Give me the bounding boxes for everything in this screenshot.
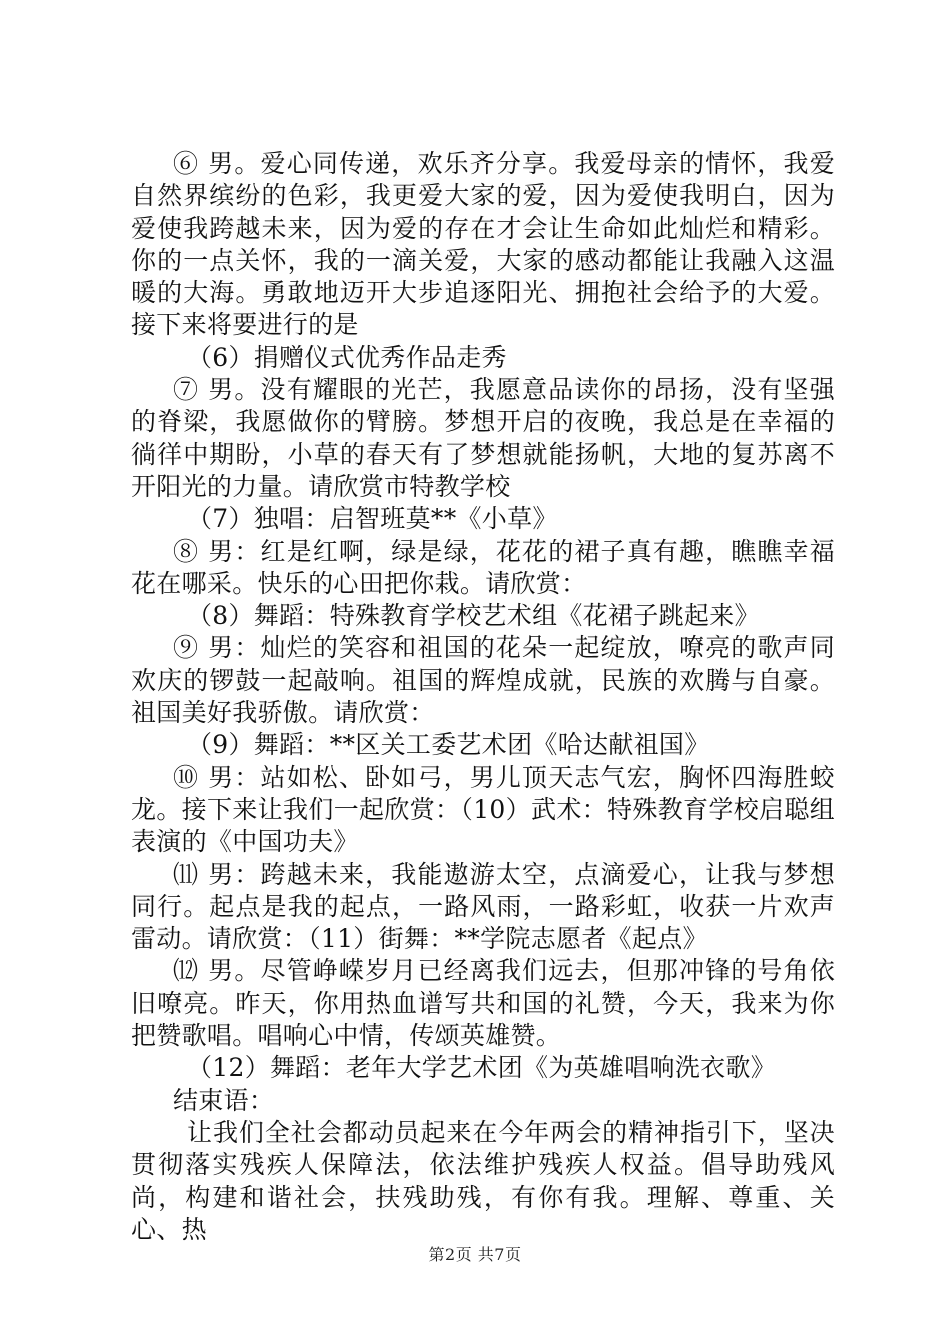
program-item-7: （7）独唱：启智班莫**《小草》 <box>187 504 558 534</box>
paragraph-host-line-9: ⑨ 男：灿烂的笑容和祖国的花朵一起绽放，嘹亮的歌声同欢庆的锣鼓一起敲响。祖国的辉煌成就，民族的欢腾与自豪。祖国美好我骄傲。请欣赏： <box>131 633 835 728</box>
paragraph-host-line-6: ⑥ 男。爱心同传递，欢乐齐分享。我爱母亲的情怀，我爱自然界缤纷的色彩，我更爱大家的爱，因为爱使我明白，因为爱使我跨越未来，因为爱的存在才会让生命如此灿烂和精彩。你的一点关怀，我的一滴关爱，大家的感动都能让我融入这温暖的大海。勇敢地迈开大步追逐阳光、拥抱社会给予的大爱。接下来将要进行的是 <box>131 149 835 340</box>
paragraph-host-line-8: ⑧ 男：红是红啊，绿是绿，花花的裙子真有趣，瞧瞧幸福花在哪采。快乐的心田把你栽。请欣赏： <box>131 536 835 598</box>
paragraph-host-line-11: ⑾ 男：跨越未来，我能遨游太空，点滴爱心，让我与梦想同行。起点是我的起点，一路风雨，一路彩虹，收获一片欢声雷动。请欣赏：（11）街舞：**学院志愿者《起点》 <box>131 859 835 954</box>
program-item-6: （6）捐赠仪式优秀作品走秀 <box>187 342 507 372</box>
paragraph-host-line-12: ⑿ 男。尽管峥嵘岁月已经离我们远去，但那冲锋的号角依旧嘹亮。昨天，你用热血谱写共和国的礼赞，今天，我来为你把赞歌唱。唱响心中情，传颂英雄赞。 <box>131 956 835 1051</box>
paragraph-host-line-10: ⑩ 男：站如松、卧如弓，男儿顶天志气宏，胸怀四海胜蛟龙。接下来让我们一起欣赏：（10）武术：特殊教育学校启聪组表演的《中国功夫》 <box>131 762 835 857</box>
closing-heading: 结束语： <box>173 1085 275 1115</box>
paragraph-host-line-7: ⑦ 男。没有耀眼的光芒，我愿意品读你的昂扬，没有坚强的脊梁，我愿做你的臂膀。梦想开启的夜晚，我总是在幸福的徜徉中期盼，小草的春天有了梦想就能扬帆，大地的复苏离不开阳光的力量。请欣赏市特教学校 <box>131 375 835 501</box>
program-item-12: （12）舞蹈：老年大学艺术团《为英雄唱响洗衣歌》 <box>187 1053 777 1083</box>
closing-paragraph: 让我们全社会都动员起来在今年两会的精神指引下，坚决贯彻落实残疾人保障法，依法维护残疾人权益。倡导助残风尚，构建和谐社会，扶残助残，有你有我。理解、尊重、关心、热 <box>131 1117 835 1244</box>
page-footer: 第2页 共7页 <box>428 1245 522 1264</box>
program-item-9: （9）舞蹈：**区关工委艺术团《哈达献祖国》 <box>187 730 710 760</box>
program-item-8: （8）舞蹈：特殊教育学校艺术组《花裙子跳起来》 <box>187 601 760 631</box>
document-body <box>131 148 835 1246</box>
